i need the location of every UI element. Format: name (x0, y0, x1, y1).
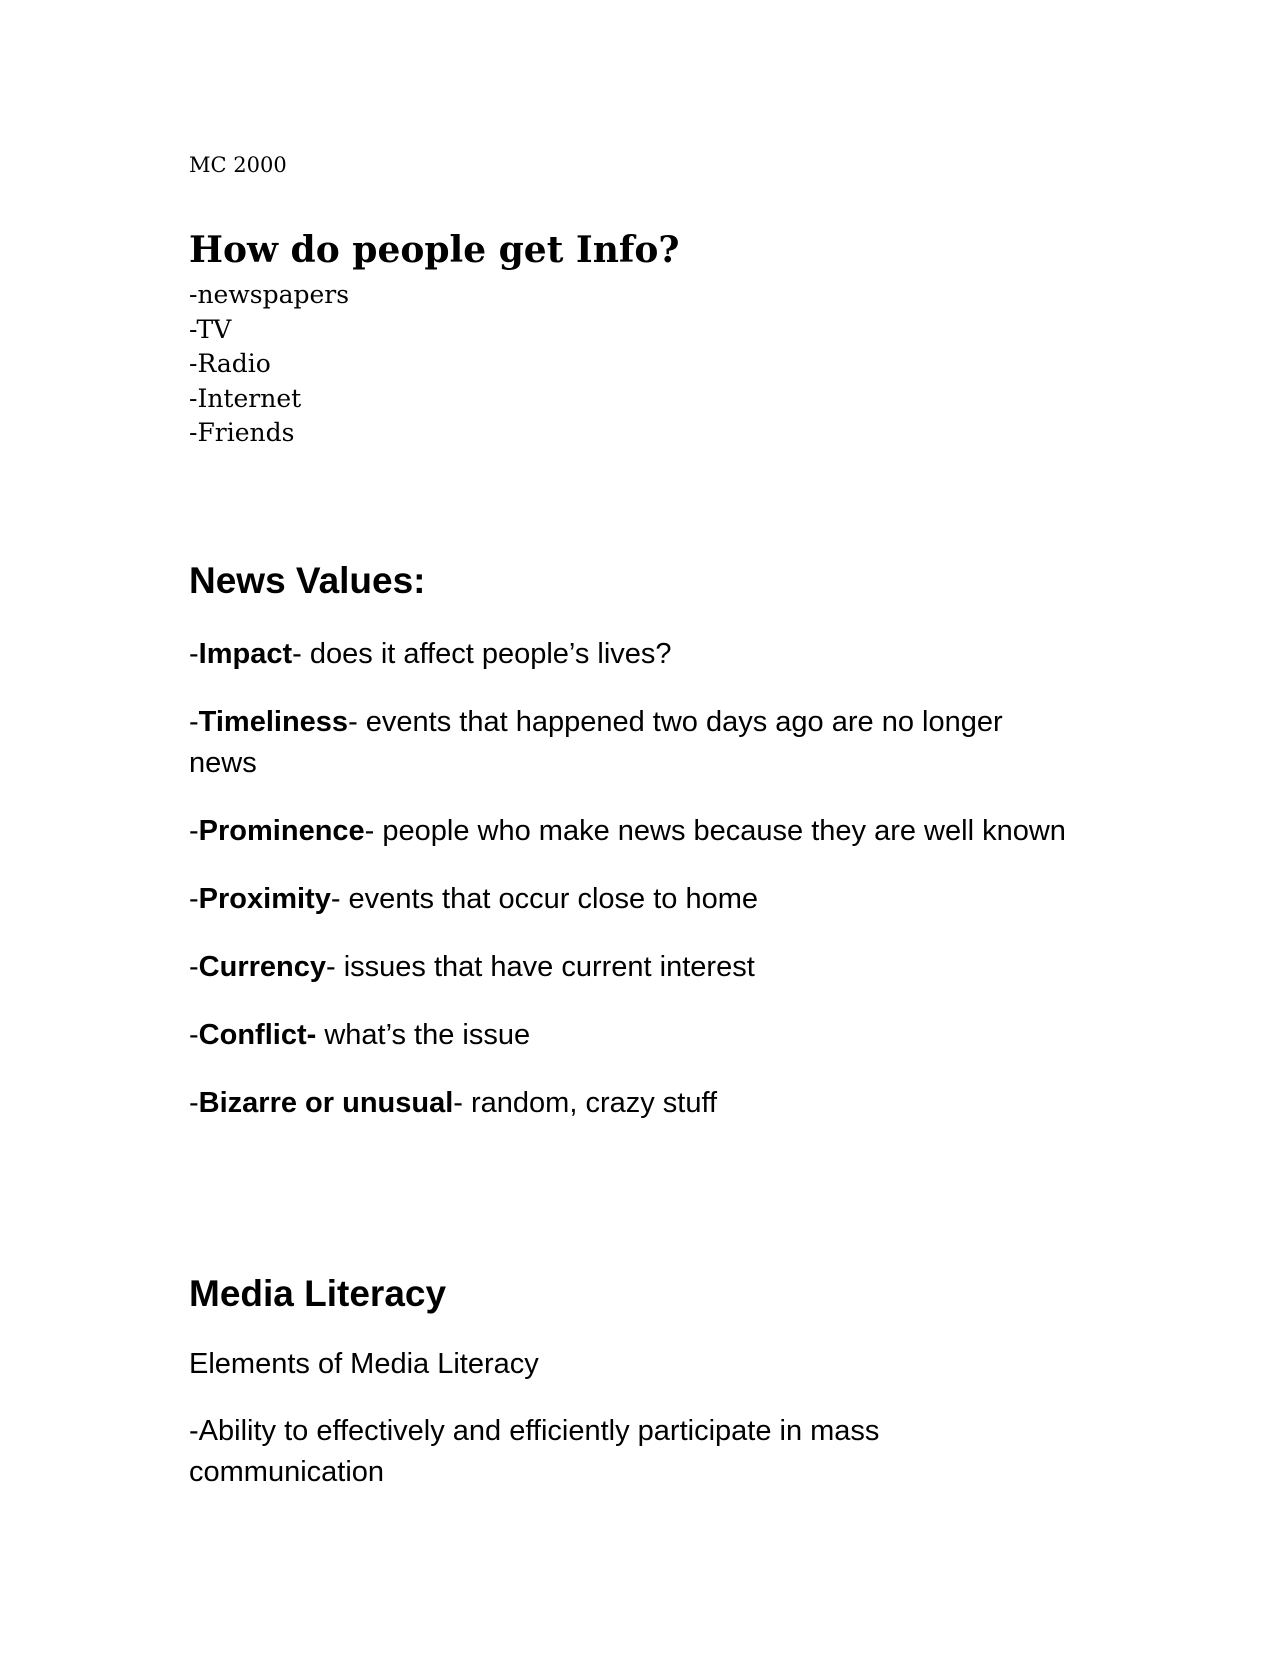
value-prefix: - (189, 815, 199, 847)
value-prefix: - (189, 638, 199, 670)
value-term: Timeliness (198, 706, 349, 738)
value-prefix: - (189, 1019, 199, 1051)
media-literacy-heading: Media Literacy (189, 1273, 447, 1314)
list-item: -Internet (189, 383, 302, 413)
media-literacy-subheading: Elements of Media Literacy (189, 1348, 539, 1380)
info-sources-list (189, 278, 349, 451)
value-prefix: - (189, 883, 199, 915)
value-description: what’s the issue (316, 1019, 531, 1051)
value-description: - people who make news because they are well known (364, 815, 1066, 847)
value-term: Conflict- (198, 1019, 317, 1051)
news-values-heading: News Values: (189, 560, 426, 601)
value-term: Proximity (198, 883, 331, 915)
value-description: - issues that have current interest (326, 951, 755, 983)
news-value-timeliness (189, 702, 1069, 784)
value-prefix: - (189, 951, 199, 983)
value-term: Prominence (198, 815, 365, 847)
value-prefix: - (189, 1087, 199, 1119)
list-item: -newspapers (189, 280, 350, 309)
course-code: MC 2000 (189, 153, 287, 177)
value-term: Bizarre or unusual (198, 1087, 454, 1119)
media-literacy-point: -Ability to effectively and efficiently participate in mass communication (189, 1415, 880, 1488)
list-item: -Radio (189, 349, 271, 378)
news-value-proximity (189, 879, 1069, 920)
news-value-conflict (189, 1015, 1069, 1056)
news-value-impact (189, 634, 1069, 675)
value-description: - events that occur close to home (330, 883, 758, 915)
news-value-currency (189, 947, 1069, 988)
news-value-prominence (189, 811, 1069, 852)
value-term: Currency (198, 951, 326, 983)
value-description: - events that happened two days ago are no longer news (189, 706, 1003, 779)
news-value-bizarre (189, 1083, 1069, 1124)
value-term: Impact (198, 638, 293, 670)
value-prefix: - (189, 706, 199, 738)
list-item: -Friends (189, 418, 295, 447)
value-description: - random, crazy stuff (453, 1087, 718, 1119)
value-description: - does it affect people’s lives? (292, 638, 672, 670)
info-heading: How do people get Info? (189, 229, 680, 271)
news-values-list (189, 634, 1069, 1151)
list-item: -TV (189, 314, 232, 344)
